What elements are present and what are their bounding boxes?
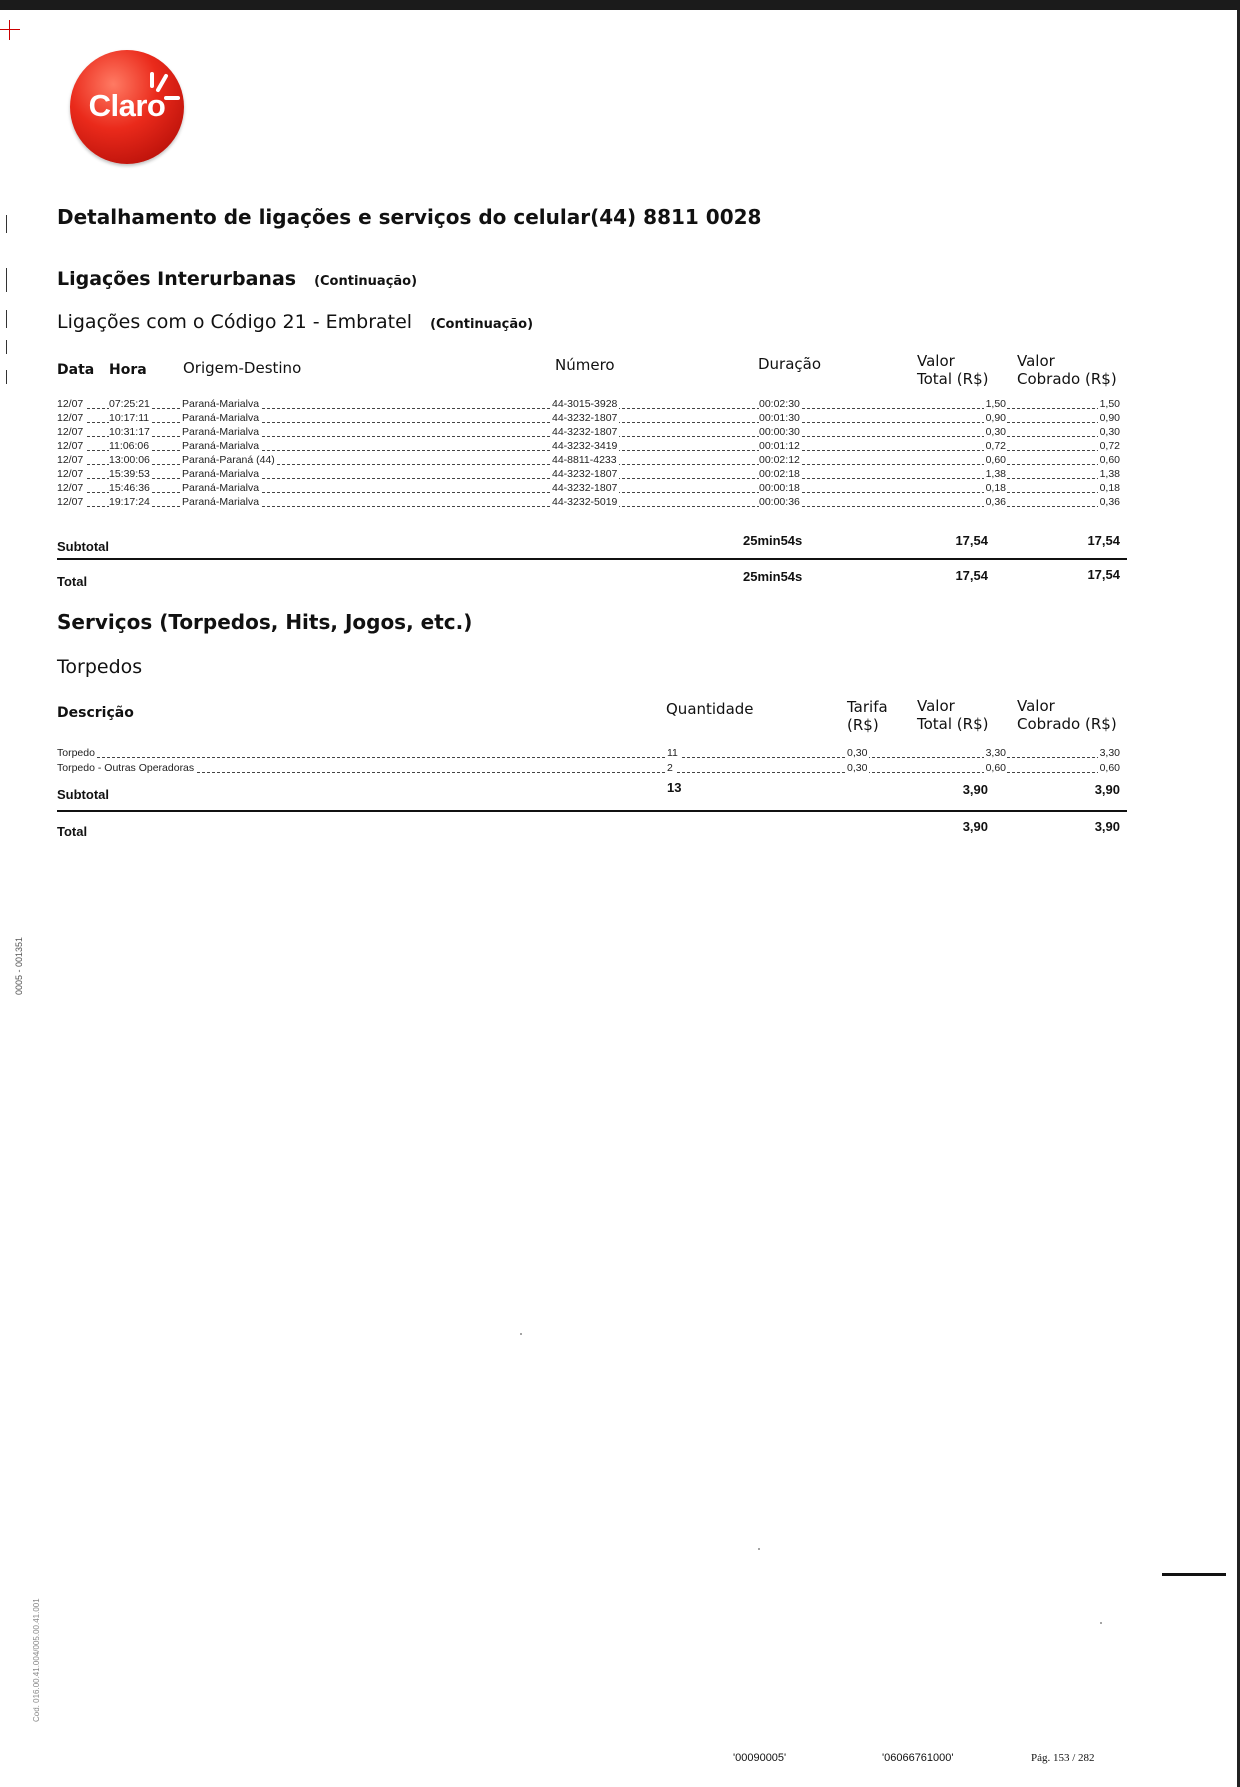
total-total: 17,54 [955,568,988,583]
col-header-data: Data [57,362,95,378]
cell-total: 0,72 [985,440,1006,452]
table-row [57,440,1120,453]
cell-numero: 44-3232-3419 [552,440,618,452]
cell-cobrado: 1,50 [1099,398,1120,410]
subtotal-duracao: 25min54s [743,533,803,548]
col-header-line: (R$) [847,716,879,734]
table-row [57,412,1120,425]
cell-quantidade: 11 [667,747,678,759]
continuation-note: (Continuação) [314,274,418,289]
cell-tarifa: 0,30 [847,747,868,759]
col-header-line: Cobrado (R$) [1017,370,1117,388]
cell-cobrado: 3,30 [1099,747,1120,759]
cell-hora: 10:31:17 [109,426,150,438]
cell-origem: Paraná-Marialva [182,426,260,438]
col-header-duracao: Duração [758,355,822,373]
cell-total: 0,60 [985,762,1006,774]
cell-total: 0,90 [985,412,1006,424]
cell-origem: Paraná-Marialva [182,398,260,410]
col-header-line: Valor [1017,352,1055,370]
cell-duracao: 00:00:18 [759,482,800,494]
col-header-valor-total [917,352,988,388]
edge-tick [6,310,7,328]
table-row [57,454,1120,467]
cell-descricao: Torpedo - Outras Operadoras [57,762,195,774]
cell-cobrado: 1,38 [1099,468,1120,480]
cell-origem: Paraná-Marialva [182,496,260,508]
col-header-hora: Hora [109,362,147,378]
col-header-descricao: Descrição [57,705,134,721]
subtotal-cobrado: 17,54 [1087,533,1120,548]
table-row [57,496,1120,509]
cell-numero: 44-3232-5019 [552,496,618,508]
cell-total: 0,36 [985,496,1006,508]
total-cobrado: 17,54 [1087,567,1120,582]
col-header-quantidade: Quantidade [666,700,754,718]
section-heading-interurbanas [57,268,417,290]
cell-numero: 44-3232-1807 [552,468,618,480]
cell-total: 1,50 [985,398,1006,410]
cell-cobrado: 0,72 [1099,440,1120,452]
cell-cobrado: 0,18 [1099,482,1120,494]
cell-duracao: 00:02:18 [759,468,800,480]
cell-numero: 44-8811-4233 [552,454,617,466]
total-cobrado: 3,90 [1094,819,1120,834]
total-label: Total [57,574,88,589]
scan-speck [758,1548,760,1550]
cell-descricao: Torpedo [57,747,95,759]
cell-data: 12/07 [57,496,84,508]
dotted-leader [57,757,1120,758]
crop-mark [0,20,20,40]
total-label: Total [57,824,88,839]
edge-tick [6,340,7,354]
col-header-valor-cobrado [1017,697,1117,733]
cell-cobrado: 0,36 [1099,496,1120,508]
cell-data: 12/07 [57,398,84,410]
cell-quantidade: 2 [667,762,673,774]
scan-mark [1162,1573,1226,1576]
section-heading-servicos: Serviços (Torpedos, Hits, Jogos, etc.) [57,610,473,634]
section-heading-text: Ligações Interurbanas [57,268,297,290]
col-header-line: Cobrado (R$) [1017,715,1117,733]
subtotal-quantidade: 13 [667,780,682,795]
col-header-valor-total [917,697,988,733]
cell-numero: 44-3232-1807 [552,412,618,424]
subsection-heading-text: Torpedos [57,656,143,678]
col-header-valor-cobrado [1017,352,1117,388]
page-number: Pág. 153 / 282 [1031,1752,1095,1764]
cell-duracao: 00:01:30 [759,412,800,424]
cell-data: 12/07 [57,454,84,466]
subsection-heading-text: Ligações com o Código 21 - Embratel [57,311,413,333]
col-header-line: Tarifa [847,698,888,716]
cell-tarifa: 0,30 [847,762,868,774]
subtotal-label: Subtotal [57,539,109,554]
cell-hora: 13:00:06 [109,454,150,466]
col-header-line: Total (R$) [917,370,989,388]
cell-data: 12/07 [57,440,84,452]
cell-duracao: 00:02:12 [759,454,800,466]
cell-origem: Paraná-Paraná (44) [182,454,275,466]
page-title: Detalhamento de ligações e serviços do celular(44) 8811 0028 [57,205,762,229]
cell-numero: 44-3232-1807 [552,482,618,494]
cell-total: 0,18 [985,482,1006,494]
footer-code-1: '00090005' [733,1752,787,1764]
col-header-line: Valor [917,697,955,715]
cell-numero: 44-3015-3928 [552,398,618,410]
col-header-tarifa [847,698,888,734]
cell-hora: 11:06:06 [109,440,150,452]
divider-line [57,810,1127,812]
cell-duracao: 00:02:30 [759,398,800,410]
cell-total: 0,60 [985,454,1006,466]
cell-duracao: 00:00:36 [759,496,800,508]
edge-tick [6,370,7,384]
dotted-leader [57,772,1120,773]
table-row [57,762,1120,775]
subtotal-total: 3,90 [962,782,988,797]
table-row [57,426,1120,439]
cell-cobrado: 0,30 [1099,426,1120,438]
col-header-numero: Número [555,356,615,374]
cell-origem: Paraná-Marialva [182,440,260,452]
footer-code-2: '06066761000' [882,1752,954,1764]
cell-hora: 07:25:21 [109,398,150,410]
cell-hora: 19:17:24 [109,496,150,508]
scan-speck [520,1333,522,1335]
total-total: 3,90 [962,819,988,834]
scan-top-border [0,0,1240,10]
cell-data: 12/07 [57,412,84,424]
cell-duracao: 00:00:30 [759,426,800,438]
subtotal-label: Subtotal [57,787,109,802]
cell-origem: Paraná-Marialva [182,482,260,494]
table-row [57,482,1120,495]
cell-origem: Paraná-Marialva [182,468,260,480]
subsection-heading-codigo21 [57,311,533,333]
cell-hora: 15:46:36 [109,482,150,494]
total-duracao: 25min54s [743,569,803,584]
subtotal-cobrado: 3,90 [1094,782,1120,797]
cell-hora: 15:39:53 [109,468,150,480]
cell-cobrado: 0,60 [1099,454,1120,466]
divider-line [57,558,1127,560]
col-header-line: Valor [917,352,955,370]
continuation-note: (Continuação) [430,317,534,332]
table-row [57,468,1120,481]
edge-tick [6,215,7,233]
subsection-heading-torpedos [57,656,142,678]
cell-data: 12/07 [57,468,84,480]
cell-hora: 10:17:11 [109,412,150,424]
cell-cobrado: 0,90 [1099,412,1120,424]
cell-data: 12/07 [57,482,84,494]
logo-text: Claro [88,88,166,123]
claro-logo [70,50,184,164]
cell-data: 12/07 [57,426,84,438]
logo-rays-icon [144,68,184,128]
cell-origem: Paraná-Marialva [182,412,260,424]
subtotal-total: 17,54 [955,533,988,548]
scan-speck [1100,1622,1102,1624]
side-form-code: Cod. 016.00.41.004/005.00.41.001 [32,1598,41,1722]
table-row [57,747,1120,760]
col-header-line: Total (R$) [917,715,989,733]
side-control-code: 0005 - 001351 [14,936,24,995]
cell-total: 3,30 [985,747,1006,759]
col-header-line: Valor [1017,697,1055,715]
col-header-origem: Origem-Destino [183,359,302,377]
cell-numero: 44-3232-1807 [552,426,618,438]
edge-tick [6,268,7,292]
cell-total: 1,38 [985,468,1006,480]
table-row [57,398,1120,411]
cell-cobrado: 0,60 [1099,762,1120,774]
cell-total: 0,30 [985,426,1006,438]
cell-duracao: 00:01:12 [759,440,800,452]
